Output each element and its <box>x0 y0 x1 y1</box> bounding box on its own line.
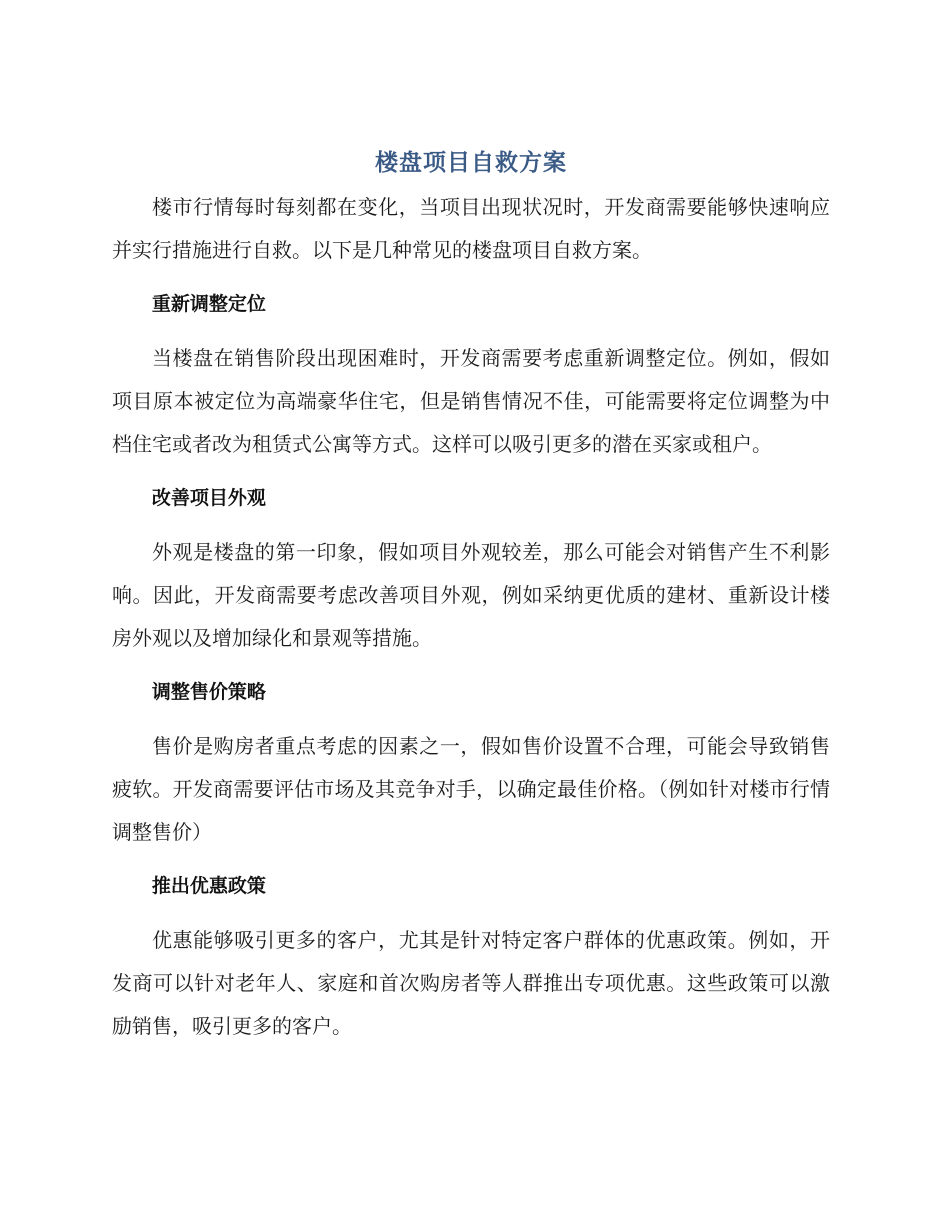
intro-paragraph: 楼市行情每时每刻都在变化，当项目出现状况时，开发商需要能够快速响应并实行措施进行自救。以下是几种常见的楼盘项目自救方案。 <box>112 195 830 262</box>
section-body-reposition: 当楼盘在销售阶段出现困难时，开发商需要考虑重新调整定位。例如，假如项目原本被定位为高端豪华住宅，但是销售情况不佳，可能需要将定位调整为中档住宅或者改为租赁式公寓等方式。这样可以吸引更多的潜在买家或租户。 <box>112 346 830 456</box>
section-heading-appearance: 改善项目外观 <box>151 487 266 509</box>
section-body-pricing: 售价是购房者重点考虑的因素之一，假如售价设置不合理，可能会导致销售疲软。开发商需要评估市场及其竞争对手，以确定最佳价格。（例如针对楼市行情调整售价） <box>112 734 830 844</box>
section-heading-reposition: 重新调整定位 <box>151 293 266 315</box>
section-heading-pricing: 调整售价策略 <box>151 681 266 703</box>
document-body <box>112 146 830 1048</box>
section-body-promotions: 优惠能够吸引更多的客户，尤其是针对特定客户群体的优惠政策。例如，开发商可以针对老年人、家庭和首次购房者等人群推出专项优惠。这些政策可以激励销售，吸引更多的客户。 <box>112 928 830 1038</box>
section-body-appearance: 外观是楼盘的第一印象，假如项目外观较差，那么可能会对销售产生不利影响。因此，开发商需要考虑改善项目外观，例如采纳更优质的建材、重新设计楼房外观以及增加绿化和景观等措施。 <box>112 540 830 650</box>
section-heading-promotions: 推出优惠政策 <box>151 875 266 897</box>
document-title: 楼盘项目自救方案 <box>375 150 567 176</box>
